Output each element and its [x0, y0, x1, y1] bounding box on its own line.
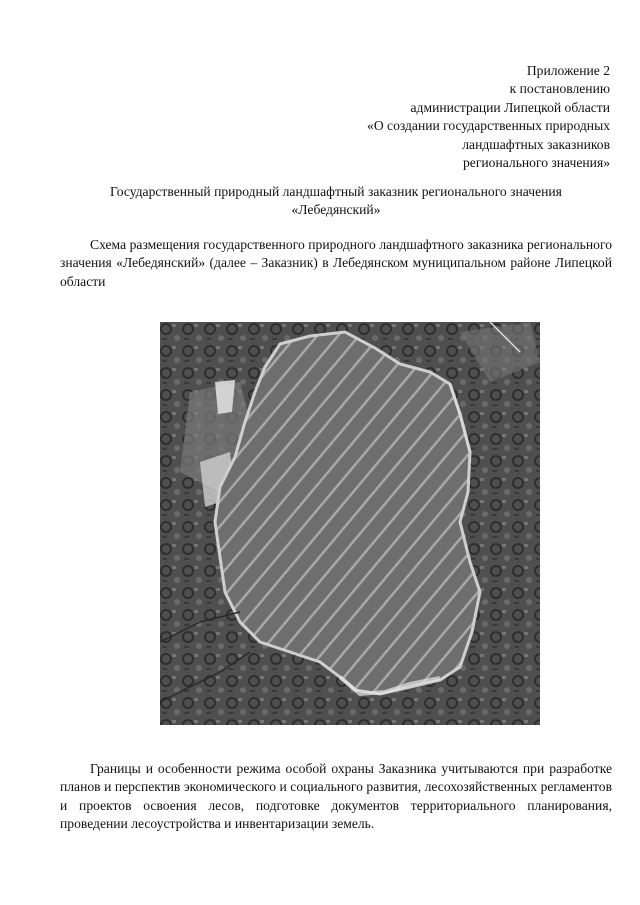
scheme-paragraph: Схема размещения государственного природного ландшафтного заказника регионального значения «Лебедянский» (далее – Заказник) в Лебедянском муниципальном районе Липецкой области [60, 237, 612, 289]
annex-line: регионального значения» [463, 155, 610, 171]
annex-line: «О создании государственных природных [367, 118, 610, 134]
title-line-1: Государственный природный ландшафтный заказник регионального значения [110, 184, 562, 199]
annex-line: ландшафтных заказников [462, 136, 610, 152]
map-image [160, 322, 540, 725]
reserve-map [160, 322, 540, 725]
annex-header [280, 62, 610, 172]
title-line-2: «Лебедянский» [291, 202, 381, 218]
annex-line: Приложение 2 [526, 63, 610, 78]
document-title [60, 183, 612, 220]
annex-line: администрации Липецкой области [410, 99, 610, 115]
annex-line: к постановлению [509, 81, 610, 97]
borders-paragraph: Границы и особенности режима особой охраны Заказника учитываются при разработке планов и перспектив экономического и социального развития, лесохозяйственных регламентов и проектов освоения лесов, подготовке документов территориального планирования, проведении лесоустройства и инвентаризации земель. [60, 761, 612, 832]
